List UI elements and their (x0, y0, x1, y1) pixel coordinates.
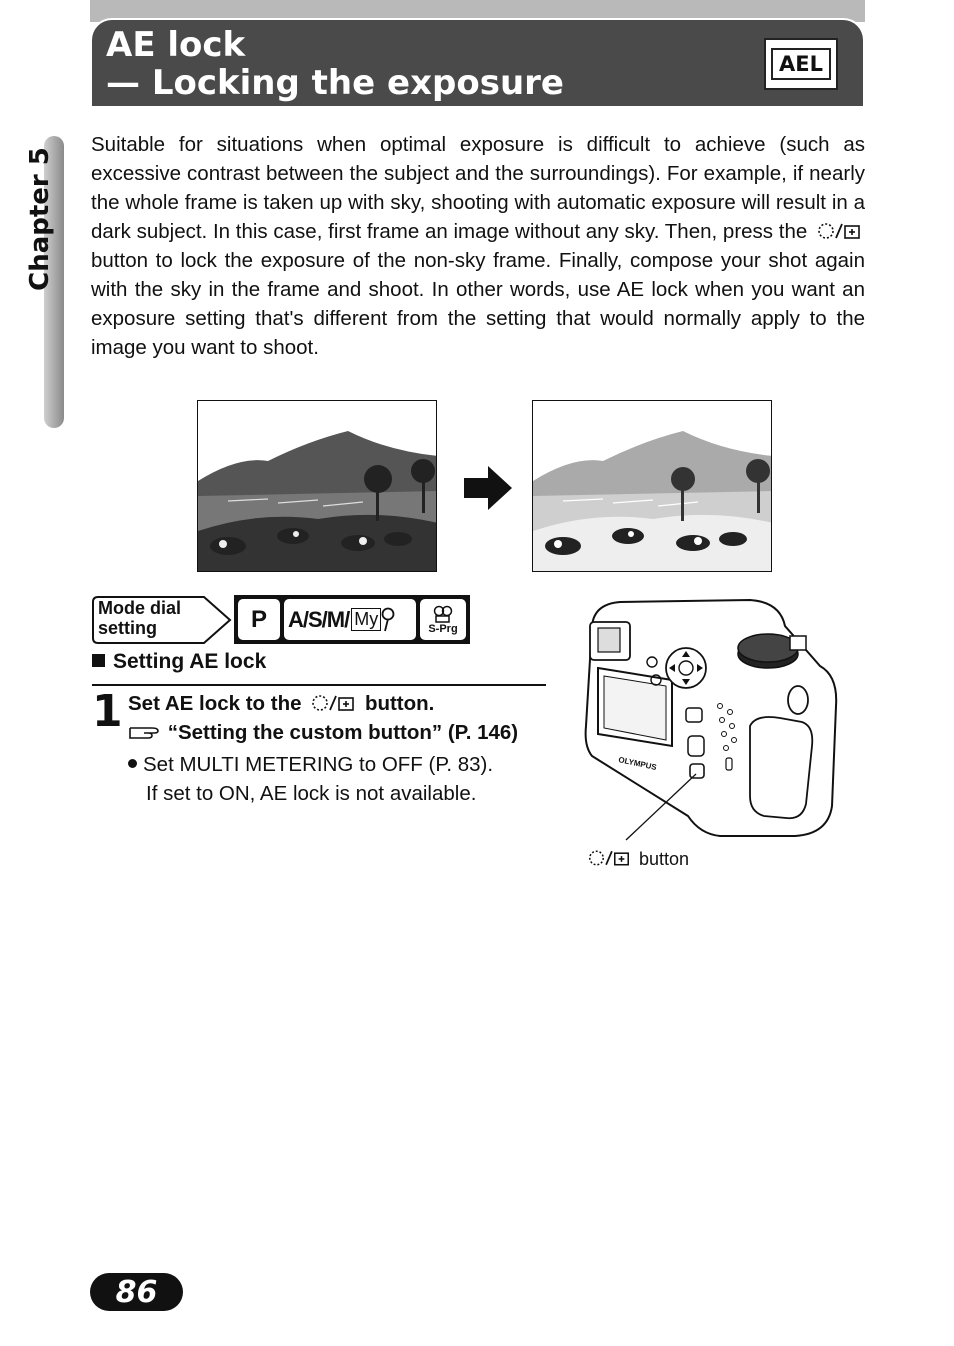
custom-button-icon (813, 221, 865, 241)
mode-s-prg-label: S-Prg (428, 622, 458, 635)
dark-subject-photo (197, 400, 437, 572)
step-number: 1 (92, 686, 123, 737)
step-reference (128, 721, 518, 745)
custom-button-icon (584, 848, 634, 868)
page-header (90, 18, 865, 106)
mode-dial-label-text: Mode dial setting (98, 598, 182, 638)
mode-s-prg (420, 599, 466, 640)
camera-illustration (580, 596, 842, 846)
page-number: 86 (90, 1273, 183, 1311)
mode-dial-box (234, 595, 470, 644)
step-note (128, 750, 548, 808)
ael-badge-label: AEL (771, 48, 831, 80)
step-title-text-2: button. (364, 692, 435, 715)
camera-caption-text: button (639, 849, 690, 869)
corrected-exposure-photo (532, 400, 772, 572)
camera-brand: OLYMPUS (617, 755, 658, 773)
user-icon (381, 607, 395, 633)
step-title-text-1: Set AE lock to the (128, 692, 302, 715)
intro-text-2: button to lock the exposure of the non-sky frame. Finally, compose your shot again with the sky in the frame and shoot. In other words, use AE lock when you want an exposure setting that's different from the setting that would normally apply to the image you want to shoot. (91, 249, 865, 359)
intro-paragraph (91, 130, 865, 362)
section-heading-text: Setting AE lock (113, 650, 267, 673)
pointing-hand-icon (128, 723, 162, 741)
step-note-line1: Set MULTI METERING to OFF (P. 83). (143, 753, 494, 776)
mode-asm-my (284, 599, 416, 640)
mode-dial-label (92, 596, 232, 644)
section-rule (92, 684, 546, 686)
custom-button-icon (307, 693, 359, 713)
mode-my-label: My (351, 608, 381, 631)
movie-camera-icon (431, 605, 455, 623)
step-title (128, 692, 434, 716)
bullet-icon (128, 759, 137, 768)
step-reference-text: “Setting the custom button” (P. 146) (167, 721, 519, 744)
custom-button-marker (690, 764, 704, 778)
square-bullet-icon (92, 654, 105, 667)
camera-caption (584, 848, 689, 870)
intro-text-1: Suitable for situations when optimal exposure is difficult to achieve (such as excessive contrast between the subject and the surroundings). For example, if nearly the whole frame is taken up with sky, shooting with automatic exposure will result in a dark subject. In this case, first frame an image without any sky. Then, press the (91, 133, 865, 243)
mode-asm-label: A/S/M/ (288, 606, 350, 632)
arrow-right-icon (462, 462, 514, 514)
chapter-label: Chapter 5 (25, 147, 55, 291)
ael-badge (764, 38, 838, 90)
step-note-line2: If set to ON, AE lock is not available. (146, 782, 477, 805)
section-heading (92, 650, 266, 674)
mode-p: P (238, 599, 280, 640)
chapter-label-wrap (22, 142, 58, 302)
page-title: AE lock — Locking the exposure (106, 25, 564, 103)
